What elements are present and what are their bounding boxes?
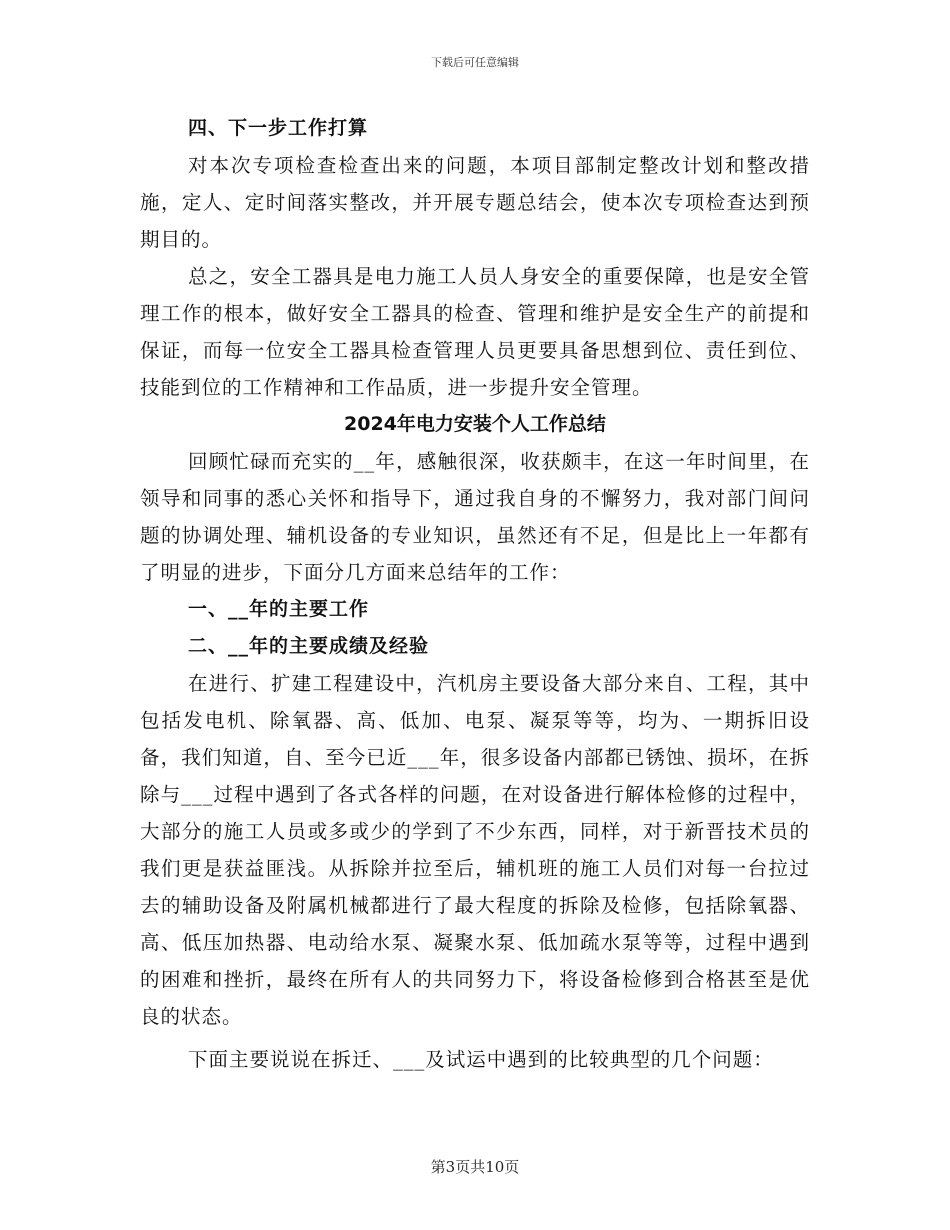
section-heading-main-work: 一、__年的主要工作: [188, 598, 370, 620]
section-heading-achievements: 二、__年的主要成绩及经验: [188, 635, 430, 657]
section-heading-next-steps: 四、下一步工作打算: [188, 117, 369, 139]
paragraph-rectification: 对本次专项检查检查出来的问题，本项目部制定整改计划和整改措施，定人、定时间落实整改，并开展专题总结会，使本次专项检查达到预期目的。: [140, 154, 810, 251]
paragraph-project-details: 在进行、扩建工程建设中，汽机房主要设备大部分来自、工程，其中包括发电机、除氧器、高、低加、电泵、凝泵等等，均为、一期拆旧设备，我们知道，自、至今已近___年，很多设备内部都已锈蚀、损坏，在拆除与___过程中遇到了各式各样的问题，在对设备进行解体检修的过程中，大部分的施工人员或多或少的学到了不少东西，同样，对于新晋技术员的我们更是获益匪浅。从拆除并拉至后，辅机班的施工人员们对每一台拉过去的辅助设备及附属机械都进行了最大程度的拆除及检修，包括除氧器、高、低压加热器、电动给水泵、凝聚水泵、低加疏水泵等等，过程中遇到的困难和挫折，最终在所有人的共同努力下，将设备检修到合格甚至是优良的状态。: [140, 672, 810, 1028]
header-note: 下载后可任意编辑: [431, 56, 519, 69]
document-title: 2024年电力安装个人工作总结: [344, 413, 606, 435]
paragraph-problems-intro: 下面主要说说在拆迁、___及试运中遇到的比较典型的几个问题：: [188, 1048, 774, 1071]
paragraph-conclusion: 总之，安全工器具是电力施工人员人身安全的重要保障，也是安全管理工作的根本，做好安全工器具的检查、管理和维护是安全生产的前提和保证，而每一位安全工器具检查管理人员更要具备思想到位、责任到位、技能到位的工作精神和工作品质，进一步提升安全管理。: [140, 265, 810, 399]
paragraph-review: 回顾忙碌而充实的__年，感触很深，收获颇丰，在这一年时间里，在领导和同事的悉心关怀和指导下，通过我自身的不懈努力，我对部门间问题的协调处理、辅机设备的专业知识，虽然还有不足，但是比上一年都有了明显的进步，下面分几方面来总结年的工作：: [140, 450, 810, 584]
document-body: [140, 110, 810, 1078]
page-footer: 第3页共10页: [430, 1158, 520, 1176]
